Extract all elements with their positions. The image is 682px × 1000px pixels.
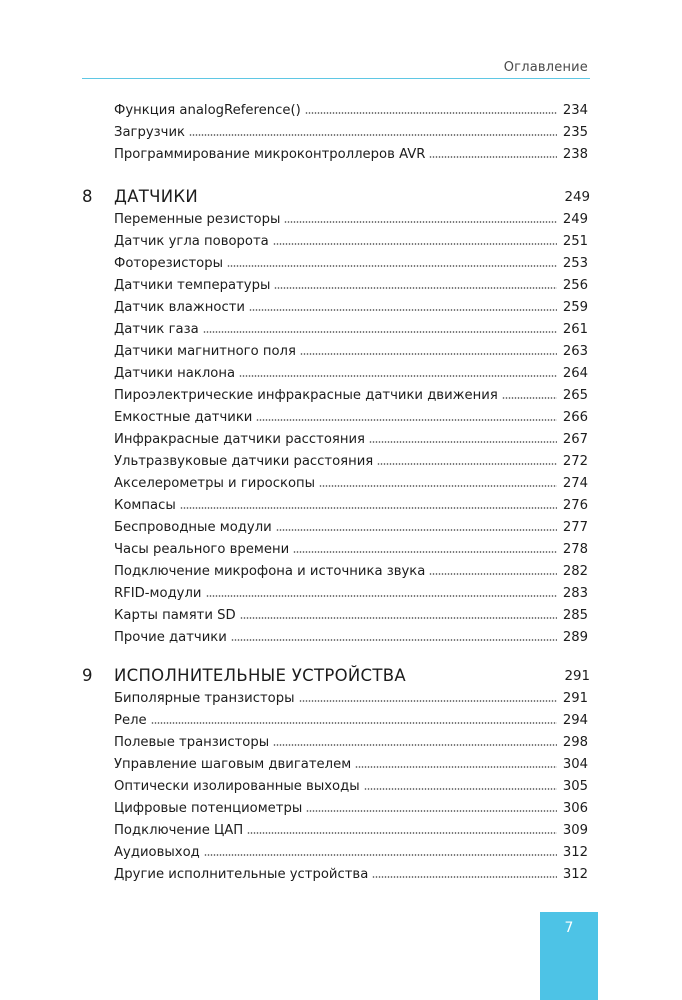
toc-entry[interactable] xyxy=(114,471,588,493)
chapter-number: 8 xyxy=(82,187,93,206)
toc-entry-page: 306 xyxy=(562,801,588,816)
toc-entry-page: 265 xyxy=(562,388,588,403)
toc-entry[interactable] xyxy=(114,730,588,752)
toc-entry-page: 294 xyxy=(562,713,588,728)
dot-leader xyxy=(274,286,556,290)
toc-entry-page: 278 xyxy=(562,542,588,557)
toc-entry-title: Датчики магнитного поля xyxy=(114,344,296,359)
toc-entry[interactable] xyxy=(114,840,588,862)
toc-entry-page: 235 xyxy=(562,125,588,140)
toc-entry-title: Фоторезисторы xyxy=(114,256,224,271)
toc-entry-title: Акселерометры и гироскопы xyxy=(114,476,316,491)
toc-entry[interactable] xyxy=(114,449,588,471)
toc-entry[interactable] xyxy=(114,774,588,796)
dot-leader xyxy=(203,330,557,334)
toc-entry-title: Биполярные транзисторы xyxy=(114,691,295,706)
dot-leader xyxy=(364,787,557,791)
toc-entry-title: Датчики наклона xyxy=(114,366,236,381)
dot-leader xyxy=(319,484,557,488)
dot-leader xyxy=(247,831,557,835)
toc-entry[interactable] xyxy=(114,120,588,142)
toc-entry-title: Программирование микроконтроллеров AVR xyxy=(114,147,426,162)
dot-leader xyxy=(206,594,557,598)
toc-entry-title: Загрузчик xyxy=(114,125,185,140)
dot-leader xyxy=(151,721,557,725)
chapter-heading[interactable] xyxy=(82,182,590,208)
toc-entry-page: 272 xyxy=(562,454,588,469)
toc-entry[interactable] xyxy=(114,686,588,708)
chapter-page: 249 xyxy=(564,190,590,205)
toc-entry[interactable] xyxy=(114,251,588,273)
toc-entry[interactable] xyxy=(114,295,588,317)
toc-entry-title: Инфракрасные датчики расстояния xyxy=(114,432,365,447)
dot-leader xyxy=(355,765,557,769)
header-rule xyxy=(82,78,590,79)
toc-entry-page: 312 xyxy=(562,867,588,882)
toc-entry-title: Ультразвуковые датчики расстояния xyxy=(114,454,374,469)
dot-leader xyxy=(189,133,557,137)
chapter-page: 291 xyxy=(564,669,590,684)
running-header: Оглавление xyxy=(503,60,588,75)
toc-entry-title: Полевые транзисторы xyxy=(114,735,270,750)
toc-entry-page: 283 xyxy=(562,586,588,601)
chapter-heading[interactable] xyxy=(82,661,590,687)
toc-entry[interactable] xyxy=(114,493,588,515)
dot-leader xyxy=(429,572,556,576)
toc-entry-page: 256 xyxy=(562,278,588,293)
dot-leader xyxy=(372,875,557,879)
toc-entry[interactable] xyxy=(114,603,588,625)
toc-entry-page: 304 xyxy=(562,757,588,772)
toc-entry[interactable] xyxy=(114,818,588,840)
dot-leader xyxy=(305,111,557,115)
toc-entry[interactable] xyxy=(114,361,588,383)
toc-entry-title: Подключение ЦАП xyxy=(114,823,244,838)
toc-entry-title: Функция analogReference() xyxy=(114,103,301,118)
chapter-title: ДАТЧИКИ xyxy=(114,187,199,206)
toc-entry[interactable] xyxy=(114,427,588,449)
dot-leader xyxy=(256,418,556,422)
toc-entry-page: 251 xyxy=(562,234,588,249)
toc-entry-title: Карты памяти SD xyxy=(114,608,236,623)
dot-leader xyxy=(276,528,557,532)
toc-entry-page: 305 xyxy=(562,779,588,794)
page-number-tab xyxy=(540,912,598,1000)
toc-entry[interactable] xyxy=(114,383,588,405)
toc-entry-page: 263 xyxy=(562,344,588,359)
toc-entry[interactable] xyxy=(114,862,588,884)
toc-entry-title: Реле xyxy=(114,713,147,728)
dot-leader xyxy=(293,550,557,554)
toc-entry[interactable] xyxy=(114,207,588,229)
toc-entry-page: 261 xyxy=(562,322,588,337)
toc-entry[interactable] xyxy=(114,559,588,581)
dot-leader xyxy=(273,743,557,747)
toc-entry-title: Датчик влажности xyxy=(114,300,245,315)
toc-entry-page: 264 xyxy=(562,366,588,381)
toc-entry-title: Пироэлектрические инфракрасные датчики движения xyxy=(114,388,498,403)
toc-entry-title: Емкостные датчики xyxy=(114,410,253,425)
dot-leader xyxy=(369,440,557,444)
toc-entry[interactable] xyxy=(114,796,588,818)
toc-entry[interactable] xyxy=(114,98,588,120)
toc-entry[interactable] xyxy=(114,273,588,295)
dot-leader xyxy=(306,809,557,813)
toc-entry-page: 277 xyxy=(562,520,588,535)
toc-entry-page: 267 xyxy=(562,432,588,447)
toc-entry-title: Беспроводные модули xyxy=(114,520,272,535)
dot-leader xyxy=(284,220,556,224)
toc-entry-title: Подключение микрофона и источника звука xyxy=(114,564,426,579)
dot-leader xyxy=(231,638,557,642)
dot-leader xyxy=(299,699,557,703)
toc-entry-page: 266 xyxy=(562,410,588,425)
dot-leader xyxy=(239,374,557,378)
dot-leader xyxy=(249,308,557,312)
toc-entry[interactable] xyxy=(114,142,588,164)
toc-entry-title: Прочие датчики xyxy=(114,630,227,645)
toc-entry[interactable] xyxy=(114,405,588,427)
toc-entry[interactable] xyxy=(114,708,588,730)
toc-entry-page: 289 xyxy=(562,630,588,645)
toc-entry-page: 253 xyxy=(562,256,588,271)
dot-leader xyxy=(180,506,557,510)
toc-entry-title: Другие исполнительные устройства xyxy=(114,867,369,882)
dot-leader xyxy=(204,853,557,857)
toc-entry-page: 285 xyxy=(562,608,588,623)
toc-entry-page: 259 xyxy=(562,300,588,315)
toc-entry-title: Цифровые потенциометры xyxy=(114,801,303,816)
toc-entry-title: Датчики температуры xyxy=(114,278,271,293)
toc-entry-page: 291 xyxy=(562,691,588,706)
dot-leader xyxy=(240,616,557,620)
dot-leader xyxy=(429,155,556,159)
toc-entry-title: Датчик газа xyxy=(114,322,199,337)
toc-entry[interactable] xyxy=(114,317,588,339)
toc-entry[interactable] xyxy=(114,625,588,647)
toc-entry[interactable] xyxy=(114,581,588,603)
toc-entry-page: 234 xyxy=(562,103,588,118)
toc-entry-page: 274 xyxy=(562,476,588,491)
dot-leader xyxy=(502,396,557,400)
toc-entry-title: Аудиовыход xyxy=(114,845,200,860)
toc-entry-page: 312 xyxy=(562,845,588,860)
dot-leader xyxy=(227,264,557,268)
toc-entry-title: Часы реального времени xyxy=(114,542,290,557)
page-number: 7 xyxy=(564,920,574,936)
chapter-title: ИСПОЛНИТЕЛЬНЫЕ УСТРОЙСТВА xyxy=(114,666,406,685)
toc-entry-page: 309 xyxy=(562,823,588,838)
toc-entry-page: 249 xyxy=(562,212,588,227)
toc-entry-title: Оптически изолированные выходы xyxy=(114,779,360,794)
toc-entry-page: 282 xyxy=(562,564,588,579)
toc-entry-title: Датчик угла поворота xyxy=(114,234,269,249)
toc-entry-title: Переменные резисторы xyxy=(114,212,281,227)
toc-entry-title: Компасы xyxy=(114,498,176,513)
toc-entry-page: 298 xyxy=(562,735,588,750)
toc-entry[interactable] xyxy=(114,752,588,774)
toc-entry[interactable] xyxy=(114,537,588,559)
dot-leader xyxy=(273,242,557,246)
toc-entry[interactable] xyxy=(114,515,588,537)
toc-entry-page: 276 xyxy=(562,498,588,513)
toc-entry-title: RFID-модули xyxy=(114,586,202,601)
toc-entry[interactable] xyxy=(114,229,588,251)
toc-entry[interactable] xyxy=(114,339,588,361)
chapter-number: 9 xyxy=(82,666,93,685)
toc-entry-page: 238 xyxy=(562,147,588,162)
toc-entry-title: Управление шаговым двигателем xyxy=(114,757,352,772)
dot-leader xyxy=(300,352,557,356)
dot-leader xyxy=(377,462,557,466)
